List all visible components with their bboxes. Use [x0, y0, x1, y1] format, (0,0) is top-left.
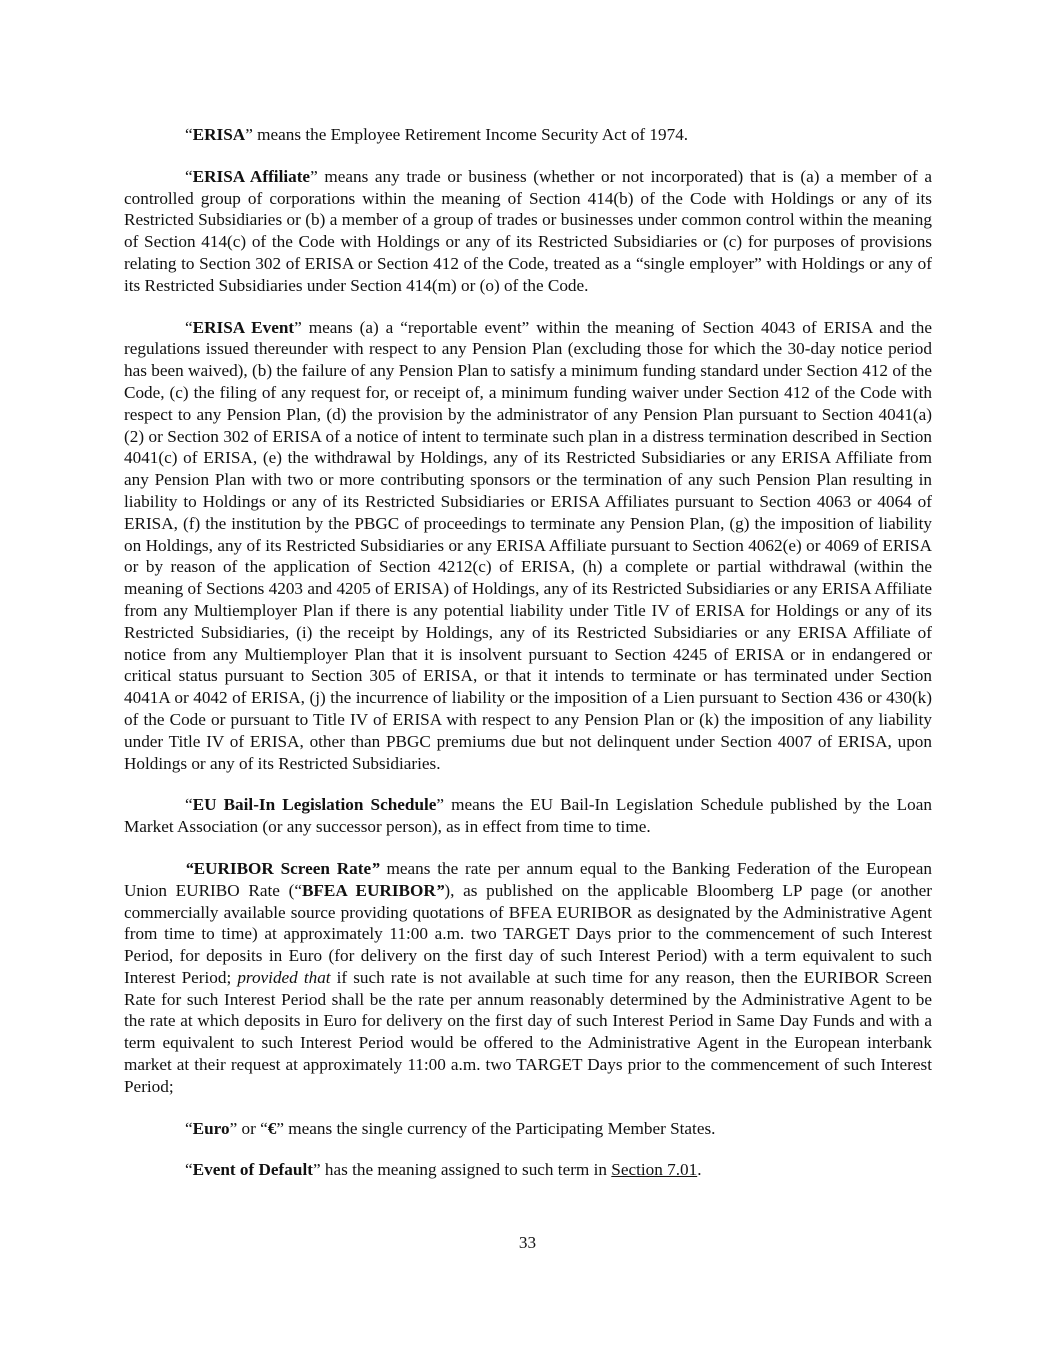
quote-separator: ” or “ [229, 1118, 268, 1138]
definition-text: ” means the Employee Retirement Income Security Act of 1974. [245, 125, 689, 144]
definition-event-of-default [124, 1159, 932, 1181]
definition-end: . [697, 1160, 702, 1180]
definition-text: means the rate per annum equal to the Banking Federation of the European Union EURIBO Rate (“ [124, 858, 933, 900]
defined-abbreviation: BFEA EURIBOR [301, 880, 436, 900]
defined-term: Euro [192, 1118, 230, 1138]
definition-eu-bail-in-legislation-schedule [124, 794, 932, 838]
defined-term: EU Bail-In Legislation Schedule [192, 795, 437, 815]
defined-term: ERISA [192, 125, 246, 144]
definition-erisa [124, 124, 932, 146]
definition-text: ” means (a) a “reportable event” within the meaning of Section 4043 of ERISA and the regulations issued thereunder with respect to any Pension Plan (excluding those for which the 30-day notice period has been waived), (b) the failure of any Pension Plan to satisfy a minimum funding standard under Section 412 of the Code, (c) the filing of any request for, or receipt of, a minimum funding waiver under Section 412 of the Code with respect to any Pension Plan, (d) the provision by the administrator of any Pension Plan pursuant to Section 4041(a)(2) or Section 302 of ERISA of a notice of intent to terminate such plan in a distress termination described in Section 4041(c) of ERISA, (e) the withdrawal by Holdings, any of its Restricted Subsidiaries or any ERISA Affiliate from any Pension Plan with two or more contributing sponsors or the termination of any such Pension Plan resulting in liability to Holdings or any of its Restricted Subsidiaries or ERISA Affiliates pursuant to Section 4063 or 4064 of ERISA, (f) the institution by the PBGC of proceedings to terminate any Pension Plan, (g) the imposition of liability on Holdings, any of its Restricted Subsidiaries or any ERISA Affiliate pursuant to Section 4062(e) or 4069 of ERISA or by reason of the application of Section 4212(c) of ERISA, (h) a complete or partial withdrawal (within the meaning of Sections 4203 and 4205 of ERISA) of Holdings, any of its Restricted Subsidiaries or any ERISA Affiliate from any Multiemployer Plan if there is any potential liability under Title IV of ERISA for Holdings or any of its Restricted Subsidiaries, (i) the receipt by Holdings, any of its Restricted Subsidiaries or any ERISA Affiliate of notice from any Multiemployer Plan that it is insolvent pursuant to Section 4245 of ERISA or in endangered or critical status pursuant to Section 305 of ERISA, or that it intends to terminate or has terminated under Section 4041A or 4042 of ERISA, (j) the incurrence of liability or the imposition of a Lien pursuant to Section 436 or 430(k) of the Code or pursuant to Title IV of ERISA with respect to any Pension Plan or (k) the imposition of any liability under Title IV of ERISA, other than PBGC premiums due but not delinquent under Section 4007 of ERISA, upon Holdings or any of its Restricted Subsidiaries. [124, 317, 932, 773]
definition-erisa-affiliate [124, 166, 932, 297]
page-number: 33 [518, 1233, 537, 1252]
defined-term: ERISA Affiliate [192, 166, 311, 186]
close-quote: ” [371, 858, 380, 878]
defined-term: ERISA Event [192, 317, 295, 337]
open-quote: “ [185, 125, 193, 144]
document-page [124, 124, 932, 1201]
definition-text: if such rate is not available at such time for any reason, then the EURIBOR Screen Rate for such Interest Period shall be the rate per annum reasonably determined by the Administrative Agent to be the rate at which deposits in Euro for delivery on the first day of such Interest Period in Same Day Funds and with a term equivalent to such Interest Period would be offered to the Administrative Agent in the European interbank market at their request at approximately 11:00 a.m. two TARGET Days prior to the commencement of such Interest Period; [124, 967, 932, 1096]
definition-text: ” means the single currency of the Participating Member States. [276, 1118, 716, 1138]
defined-term: Event of Default [192, 1160, 313, 1180]
open-quote: “ [185, 317, 193, 337]
definition-euribor-screen-rate [124, 858, 932, 1098]
euro-symbol: € [267, 1118, 277, 1138]
open-quote: “ [185, 795, 193, 815]
definition-erisa-event [124, 317, 932, 775]
section-reference-link[interactable]: Section 7.01 [611, 1160, 698, 1180]
open-quote: “ [185, 1118, 193, 1138]
defined-term: EURIBOR Screen Rate [193, 858, 372, 878]
definition-euro [124, 1118, 932, 1140]
open-quote: “ [185, 1160, 193, 1180]
definition-text: ” means any trade or business (whether or not incorporated) that is (a) a member of a controlled group of corporations within the meaning of Section 414(b) of the Code with Holdings or any of its Restricted Subsidiaries or (b) a member of a group of trades or businesses under common control within the meaning of Section 414(c) of the Code with Holdings or any of its Restricted Subsidiaries or (c) for purposes of provisions relating to Section 302 of ERISA or Section 412 of the Code, treated as a “single employer” with Holdings or any of its Restricted Subsidiaries under Section 414(m) or (o) of the Code. [124, 166, 932, 295]
close-quote: ” [435, 880, 445, 900]
open-quote: “ [185, 166, 193, 186]
definition-text: ” has the meaning assigned to such term in [312, 1160, 612, 1180]
proviso-text: provided that [237, 967, 331, 987]
definition-text: ” means the EU Bail-In Legislation Schedule published by the Loan Market Association (or any successor person), as in effect from time to time. [124, 795, 932, 837]
open-quote: “ [185, 858, 194, 878]
definition-text: ), as published on the applicable Bloomberg LP page (or another commercially available source providing quotations of BFEA EURIBOR as designated by the Administrative Agent from time to time) at approximately 11:00 a.m. two TARGET Days prior to the commencement of such Interest Period, for deposits in Euro (for delivery on the first day of such Interest Period) with a term equivalent to such Interest Period; [124, 880, 933, 987]
